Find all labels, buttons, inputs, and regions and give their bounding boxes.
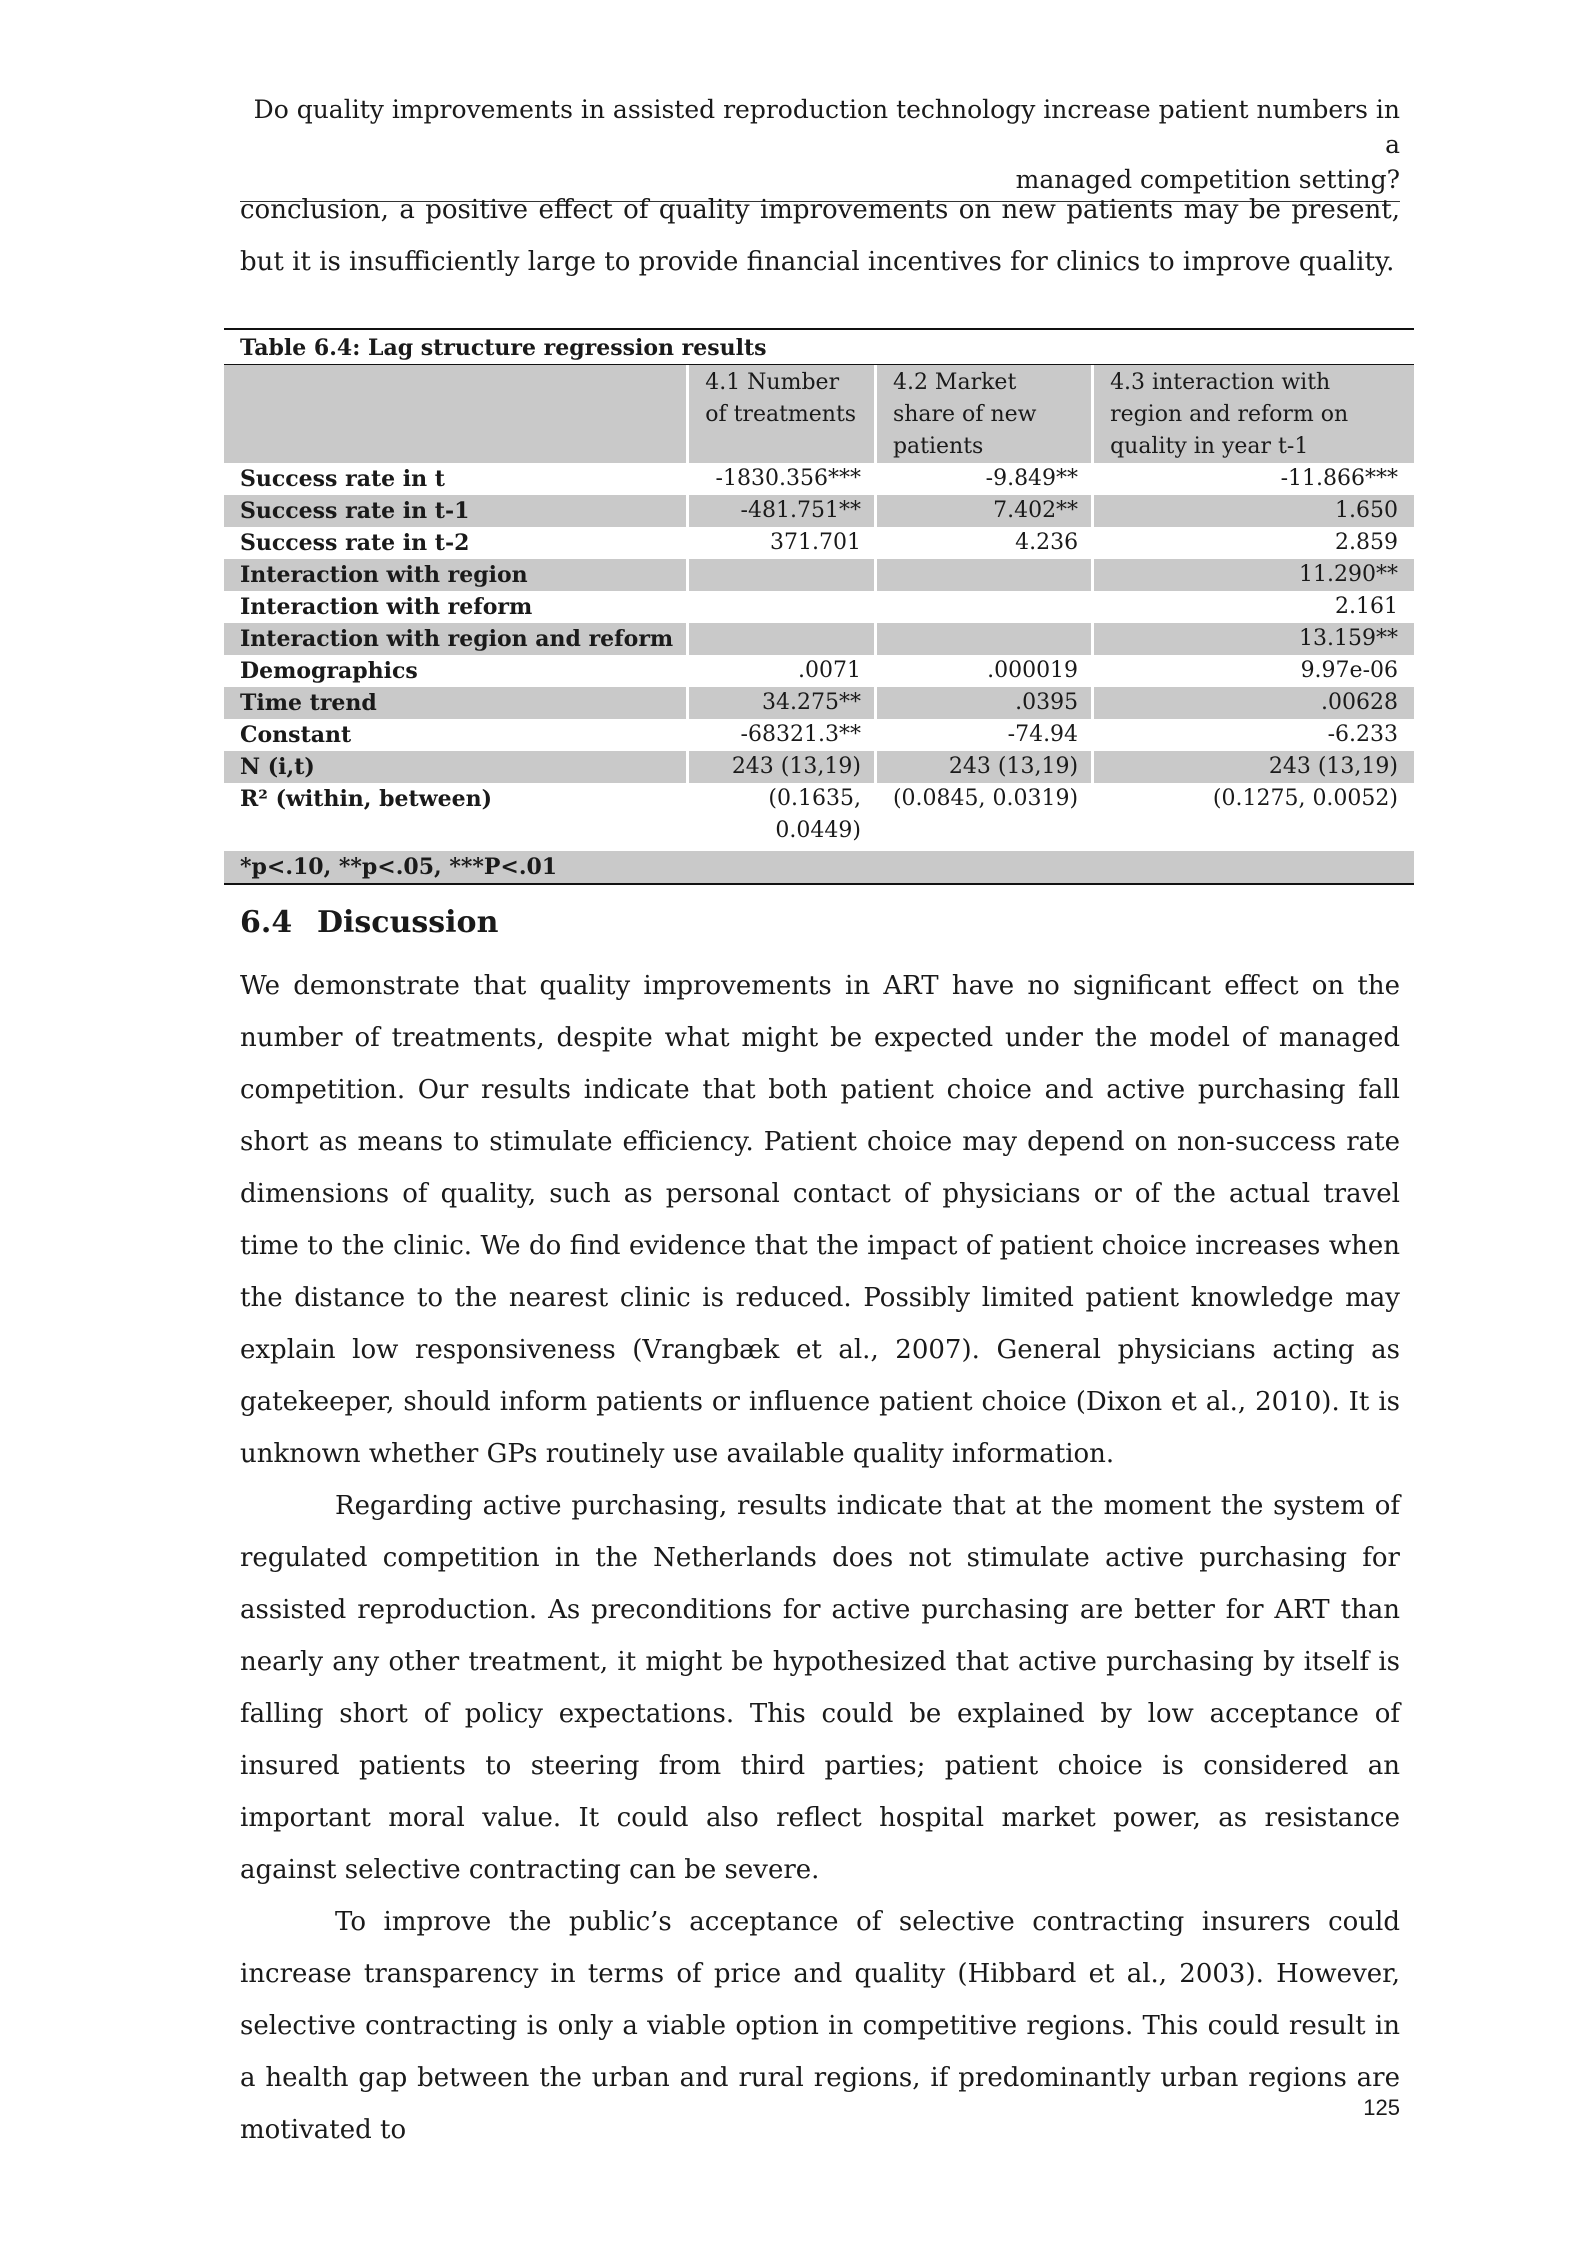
paragraph: Regarding active purchasing, results indicate that at the moment the system of regulated competition in the Netherlands does not stimulate active purchasing for assisted reproduction. As preconditions for active purchasing are better for ART than nearly any other treatment, it might be hypothesized that active purchasing by itself is falling short of policy expectations. This could be explained by low acceptance of insured patients to steering from third parties; patient choice is considered an important moral value. It could also reflect hospital market power, as resistance against selective contracting can be severe. (240, 1491, 1400, 1885)
table-row (224, 655, 1414, 687)
cell: 2.161 (1335, 594, 1398, 619)
table-row (224, 783, 1414, 851)
column-header-2: 4.2 Market share of new patients (877, 365, 1094, 464)
cell: 7.402** (877, 495, 1094, 527)
cell: 11.290** (1094, 559, 1414, 591)
cell (877, 591, 1094, 623)
column-header-1: 4.1 Number of treatments (689, 365, 877, 464)
cell: 243 (13,19) (877, 751, 1094, 783)
cell: -9.849** (985, 466, 1079, 491)
running-title-line-2: managed competition setting? (1015, 165, 1400, 194)
row-label: Interaction with region and reform (224, 623, 689, 655)
row-label: Time trend (224, 687, 689, 719)
row-label: Success rate in t (240, 466, 445, 492)
cell: .00628 (1094, 687, 1414, 719)
cell: (0.0845, 0.0319) (892, 786, 1079, 811)
cell: -1830.356*** (715, 466, 861, 491)
row-label: R² (within, between) (240, 786, 492, 812)
regression-table (224, 328, 1414, 885)
cell: 13.159** (1094, 623, 1414, 655)
cell: .0071 (797, 658, 861, 683)
row-label: Success rate in t-1 (224, 495, 689, 527)
table-row (224, 495, 1414, 527)
body-text (240, 960, 1400, 2156)
cell: 1.650 (1094, 495, 1414, 527)
table-row (224, 623, 1414, 655)
section-number: 6.4 (240, 905, 293, 940)
cell: 243 (13,19) (1094, 751, 1414, 783)
cell: .0395 (877, 687, 1094, 719)
table-header-blank (224, 365, 689, 464)
cell (877, 559, 1094, 591)
cell: -74.94 (1007, 722, 1079, 747)
table-caption: Table 6.4: Lag structure regression results (224, 329, 1414, 365)
page-number: 125 (1363, 2095, 1400, 2120)
table-footnote: *p<.10, **p<.05, ***P<.01 (224, 851, 1414, 884)
cell (877, 623, 1094, 655)
table-row (224, 751, 1414, 783)
row-label: Interaction with region (224, 559, 689, 591)
table-row (224, 687, 1414, 719)
cell: -481.751** (689, 495, 877, 527)
table-row (224, 591, 1414, 623)
cell: 371.701 (769, 530, 861, 555)
paragraph: We demonstrate that quality improvements in ART have no significant effect on the number of treatments, despite what might be expected under the model of managed competition. Our results indicate that both patient choice and active purchasing fall short as means to stimulate efficiency. Patient choice may depend on non-success rate dimensions of quality, such as personal contact of physicians or of the actual travel time to the clinic. We do find evidence that the impact of patient choice increases when the distance to the nearest clinic is reduced. Possibly limited patient knowledge may explain low responsiveness (Vrangbæk et al., 2007). General physicians acting as gatekeeper, should inform patients or influence patient choice (Dixon et al., 2010). It is unknown whether GPs routinely use available quality information. (240, 971, 1400, 1469)
cell: -11.866*** (1280, 466, 1398, 491)
row-label: Interaction with reform (240, 594, 533, 620)
row-label: N (i,t) (224, 751, 689, 783)
cell (689, 559, 877, 591)
cell: 2.859 (1335, 530, 1398, 555)
cell: (0.1275, 0.0052) (1212, 786, 1398, 811)
cell: 34.275** (689, 687, 877, 719)
cell: 243 (13,19) (689, 751, 877, 783)
cell: 9.97e-06 (1300, 658, 1398, 683)
table-row (224, 463, 1414, 495)
intro-paragraph: conclusion, a positive effect of quality improvements on new patients may be present, but it is insufficiently large to provide financial incentives for clinics to improve quality. (240, 195, 1400, 277)
cell (689, 591, 877, 623)
table-footnote-row (224, 851, 1414, 884)
cell: (0.1635, 0.0449) (768, 786, 861, 843)
cell: .000019 (987, 658, 1079, 683)
paragraph: To improve the public’s acceptance of selective contracting insurers could increase transparency in terms of price and quality (Hibbard et al., 2003). However, selective contracting is only a viable option in competitive regions. This could result in a health gap between the urban and rural regions, if predominantly urban regions are motivated to (240, 1907, 1400, 2145)
running-title-line-1: Do quality improvements in assisted reproduction technology increase patient numbers in a (253, 95, 1400, 159)
cell (689, 623, 877, 655)
row-label: Constant (240, 722, 352, 748)
table-row (224, 527, 1414, 559)
table-row (224, 719, 1414, 751)
row-label: Success rate in t-2 (240, 530, 470, 556)
table-header-row (224, 365, 1414, 464)
cell: -68321.3** (740, 722, 861, 747)
row-label: Demographics (240, 658, 418, 684)
table-row (224, 559, 1414, 591)
column-header-3: 4.3 interaction with region and reform on quality in year t-1 (1094, 365, 1414, 464)
cell: 4.236 (1015, 530, 1079, 555)
cell: -6.233 (1327, 722, 1398, 747)
section-title: Discussion (317, 905, 499, 940)
section-heading (240, 905, 498, 940)
